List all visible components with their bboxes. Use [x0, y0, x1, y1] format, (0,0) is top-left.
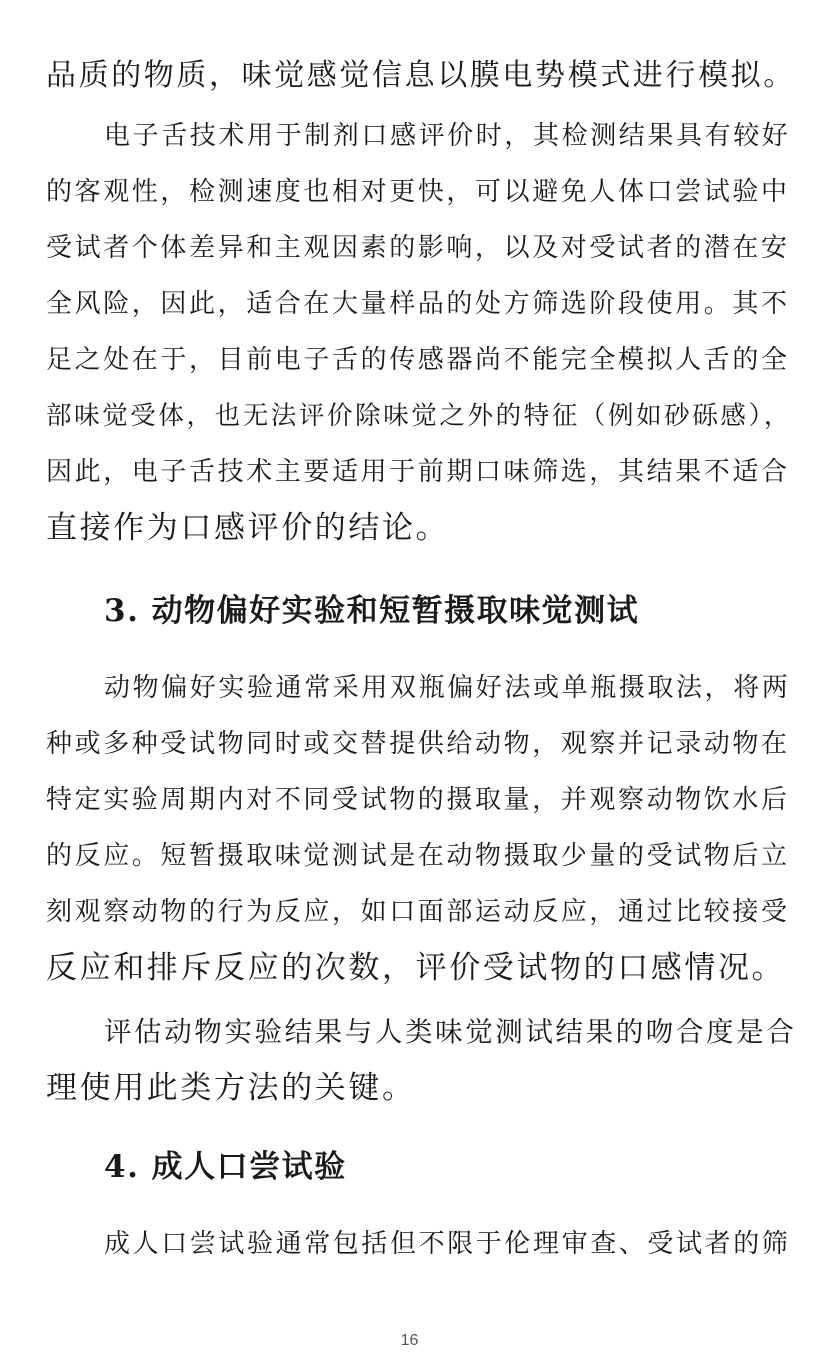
text-line: 动物偏好实验通常采用双瓶偏好法或单瓶摄取法，将两	[104, 673, 791, 703]
text-line: 电子舌技术用于制剂口感评价时，其检测结果具有较好	[104, 121, 791, 151]
text-line: 足之处在于，目前电子舌的传感器尚不能完全模拟人舌的全	[46, 345, 790, 375]
text-line: 反应和排斥反应的次数，评价受试物的口感情况。	[46, 950, 786, 986]
text-line: 部味觉受体，也无法评价除味觉之外的特征（例如砂砾感），	[46, 401, 792, 431]
text-line: 全风险，因此，适合在大量样品的处方筛选阶段使用。其不	[46, 289, 790, 319]
page-number: 16	[400, 1332, 419, 1349]
text-line: 成人口尝试验通常包括但不限于伦理审查、受试者的筛	[104, 1229, 791, 1259]
text-line: 评估动物实验结果与人类味觉测试结果的吻合度是合	[104, 1016, 797, 1048]
section-heading: 4. 成人口尝试验	[104, 1149, 347, 1185]
text-line: 受试者个体差异和主观因素的影响，以及对受试者的潜在安	[46, 233, 790, 263]
text-line: 的反应。短暂摄取味觉测试是在动物摄取少量的受试物后立	[46, 841, 790, 871]
text-line: 刻观察动物的行为反应，如口面部运动反应，通过比较接受	[46, 897, 790, 927]
text-line: 直接作为口感评价的结论。	[46, 510, 450, 546]
text-line: 因此，电子舌技术主要适用于前期口味筛选，其结果不适合	[46, 457, 790, 487]
text-line: 种或多种受试物同时或交替提供给动物，观察并记录动物在	[46, 729, 790, 759]
text-line: 理使用此类方法的关键。	[46, 1070, 416, 1106]
text-line: 品质的物质，味觉感觉信息以膜电势模式进行模拟。	[46, 58, 796, 93]
section-heading: 3. 动物偏好实验和短暂摄取味觉测试	[104, 593, 640, 629]
text-line: 特定实验周期内对不同受试物的摄取量，并观察动物饮水后	[46, 785, 790, 815]
text-line: 的客观性，检测速度也相对更快，可以避免人体口尝试验中	[46, 177, 790, 207]
